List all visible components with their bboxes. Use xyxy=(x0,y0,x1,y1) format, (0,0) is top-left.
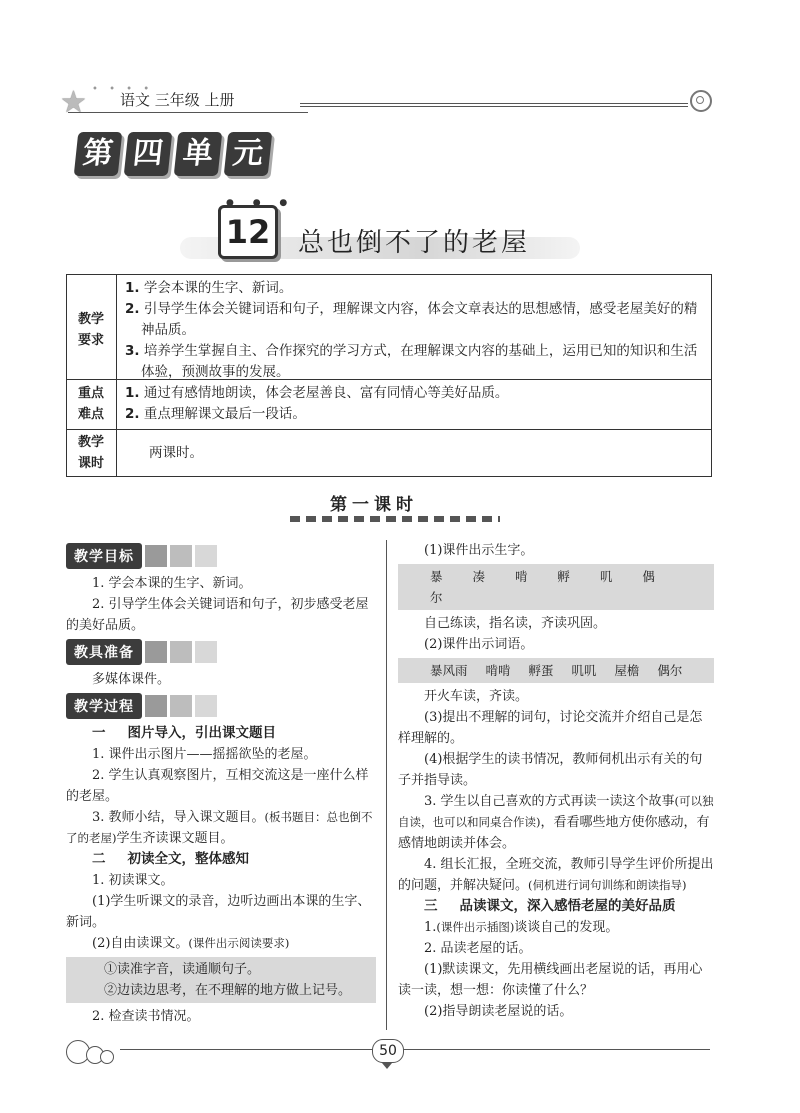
step-text: (4)根据学生的读书情况，教师伺机出示有关的句子并指导读。 xyxy=(398,752,703,788)
decorative-square xyxy=(170,641,192,663)
step-text: (2)自由读课文。(课件出示阅读要求) xyxy=(92,936,290,951)
badge-row xyxy=(66,542,376,570)
requirements-cell xyxy=(125,278,707,383)
badge-row xyxy=(66,692,376,720)
footer-rule xyxy=(120,1049,710,1050)
decorative-square xyxy=(195,641,217,663)
step-heading: 一 图片导入，引出课文题目 xyxy=(92,725,276,741)
section-underline xyxy=(290,516,500,522)
step-text: (2)指导朗读老屋说的话。 xyxy=(424,1004,573,1019)
teaching-process-badge: 教学过程 xyxy=(66,693,142,719)
step-text: 2. 检查读书情况。 xyxy=(92,1009,200,1024)
step-text: 开火车读，齐读。 xyxy=(424,689,529,704)
step-text: (1)课件出示生字。 xyxy=(424,543,534,558)
lesson-title: 总也倒不了的老屋 xyxy=(298,228,531,258)
teaching-aids-badge: 教具准备 xyxy=(66,639,142,665)
right-column xyxy=(398,540,714,1022)
left-column xyxy=(66,540,376,1027)
header-rule xyxy=(300,106,688,107)
step-heading: 二 初读全文，整体感知 xyxy=(92,851,249,867)
goal-item: 1. 学会本课的生字、新词。 xyxy=(92,576,252,591)
requirement-item: ①读准字音，读通顺句子。 xyxy=(104,962,261,977)
header-rule xyxy=(68,112,308,113)
unit-title-char: 四 xyxy=(124,132,173,176)
circle-icon xyxy=(100,1050,114,1064)
list-item: 2. 引导学生体会关键词语和句子，理解课文内容，体会文章表达的思想感情，感受老屋美好的精神品质。 xyxy=(125,301,698,338)
table-divider xyxy=(116,275,117,476)
decorative-square xyxy=(170,545,192,567)
step-text: (3)提出不理解的词句，讨论交流并介绍自己是怎样理解的。 xyxy=(398,710,703,746)
step-text: 3. 教师小结，导入课文题目。(板书题目：总也倒不了的老屋)学生齐读课文题目。 xyxy=(66,810,373,846)
list-item: 1. 通过有感情地朗读，体会老屋善良、富有同情心等美好品质。 xyxy=(125,385,509,401)
new-words: 暴风雨 啃啃 孵蛋 叽叽 屋檐 偶尔 xyxy=(430,663,683,678)
list-item: 2. 重点理解课文最后一段话。 xyxy=(125,406,306,422)
decorative-square xyxy=(170,695,192,717)
step-text: (2)课件出示词语。 xyxy=(424,637,534,652)
decorative-square xyxy=(145,641,167,663)
row-label: 重点 难点 xyxy=(77,386,104,422)
decorative-square xyxy=(195,695,217,717)
gear-icon xyxy=(690,90,712,112)
reading-requirements-box xyxy=(66,957,376,1003)
step-text: (1)学生听课文的录音，边听边画出本课的生字、新词。 xyxy=(66,894,371,930)
step-text: 4. 组长汇报，全班交流，教师引导学生评价所提出的问题，并解决疑问。(伺机进行词句训练和朗读指导) xyxy=(398,857,714,893)
row-label: 教学 要求 xyxy=(77,312,104,348)
decorative-square xyxy=(145,545,167,567)
step-text: 2. 学生认真观察图片，互相交流这是一座什么样的老屋。 xyxy=(66,768,369,804)
section-title: 第一课时 xyxy=(330,495,418,515)
step-heading: 三 品读课文，深入感悟老屋的美好品质 xyxy=(424,898,676,914)
step-text: 1. 初读课文。 xyxy=(92,873,174,888)
row-label: 教学 课时 xyxy=(77,435,104,471)
page-number: 50 xyxy=(372,1039,404,1063)
unit-title-char: 单 xyxy=(174,132,223,176)
column-divider xyxy=(386,540,387,1030)
prep-text: 多媒体课件。 xyxy=(92,672,171,687)
unit-title-char: 元 xyxy=(224,132,273,176)
key-points-cell xyxy=(125,383,707,425)
unit-title-char: 第 xyxy=(74,132,123,176)
list-item: 3. 培养学生掌握自主、合作探究的学习方式，在理解课文内容的基础上，运用已知的知识和生活体验，预测故事的发展。 xyxy=(125,343,698,380)
step-text: 1.(课件出示插图)谈谈自己的发现。 xyxy=(424,920,619,935)
triangle-icon xyxy=(382,1063,392,1069)
teaching-goals-badge: 教学目标 xyxy=(66,543,142,569)
badge-row xyxy=(66,638,376,666)
decorative-square xyxy=(195,545,217,567)
decorative-square xyxy=(145,695,167,717)
objectives-table xyxy=(66,274,712,477)
step-text: 3. 学生以自己喜欢的方式再读一读这个故事(可以独自读，也可以和同桌合作读)，看看哪些地方使你感动，有感情地朗读并体会。 xyxy=(398,794,714,851)
new-characters: 暴 凑 啃 孵 叽 偶 尔 xyxy=(430,569,668,605)
table-row-border xyxy=(67,429,711,430)
class-hours-cell: 两课时。 xyxy=(149,445,203,461)
goal-item: 2. 引导学生体会关键词语和句子，初步感受老屋的美好品质。 xyxy=(66,597,369,633)
decorative-dots: • • • • xyxy=(92,84,154,95)
step-text: 自己练读，指名读，齐读巩固。 xyxy=(424,616,607,631)
step-text: 1. 课件出示图片——摇摇欲坠的老屋。 xyxy=(92,747,317,762)
new-words-box xyxy=(398,658,714,683)
list-item: 1. 学会本课的生字、新词。 xyxy=(125,280,293,296)
star-icon: ★ xyxy=(60,85,87,120)
calendar-rings-icon: ● ● ● xyxy=(226,198,296,208)
table-row-border xyxy=(67,379,711,380)
header-subject: 语文 三年级 上册 xyxy=(120,91,235,109)
lesson-number: 12 xyxy=(218,205,278,259)
requirement-item: ②边读边思考，在不理解的地方做上记号。 xyxy=(104,983,352,998)
step-text: 2. 品读老屋的话。 xyxy=(424,941,532,956)
header-rule xyxy=(300,103,688,104)
step-text: (1)默读课文，先用横线画出老屋说的话，再用心读一读，想一想：你读懂了什么？ xyxy=(398,962,703,998)
new-characters-box xyxy=(398,564,714,610)
